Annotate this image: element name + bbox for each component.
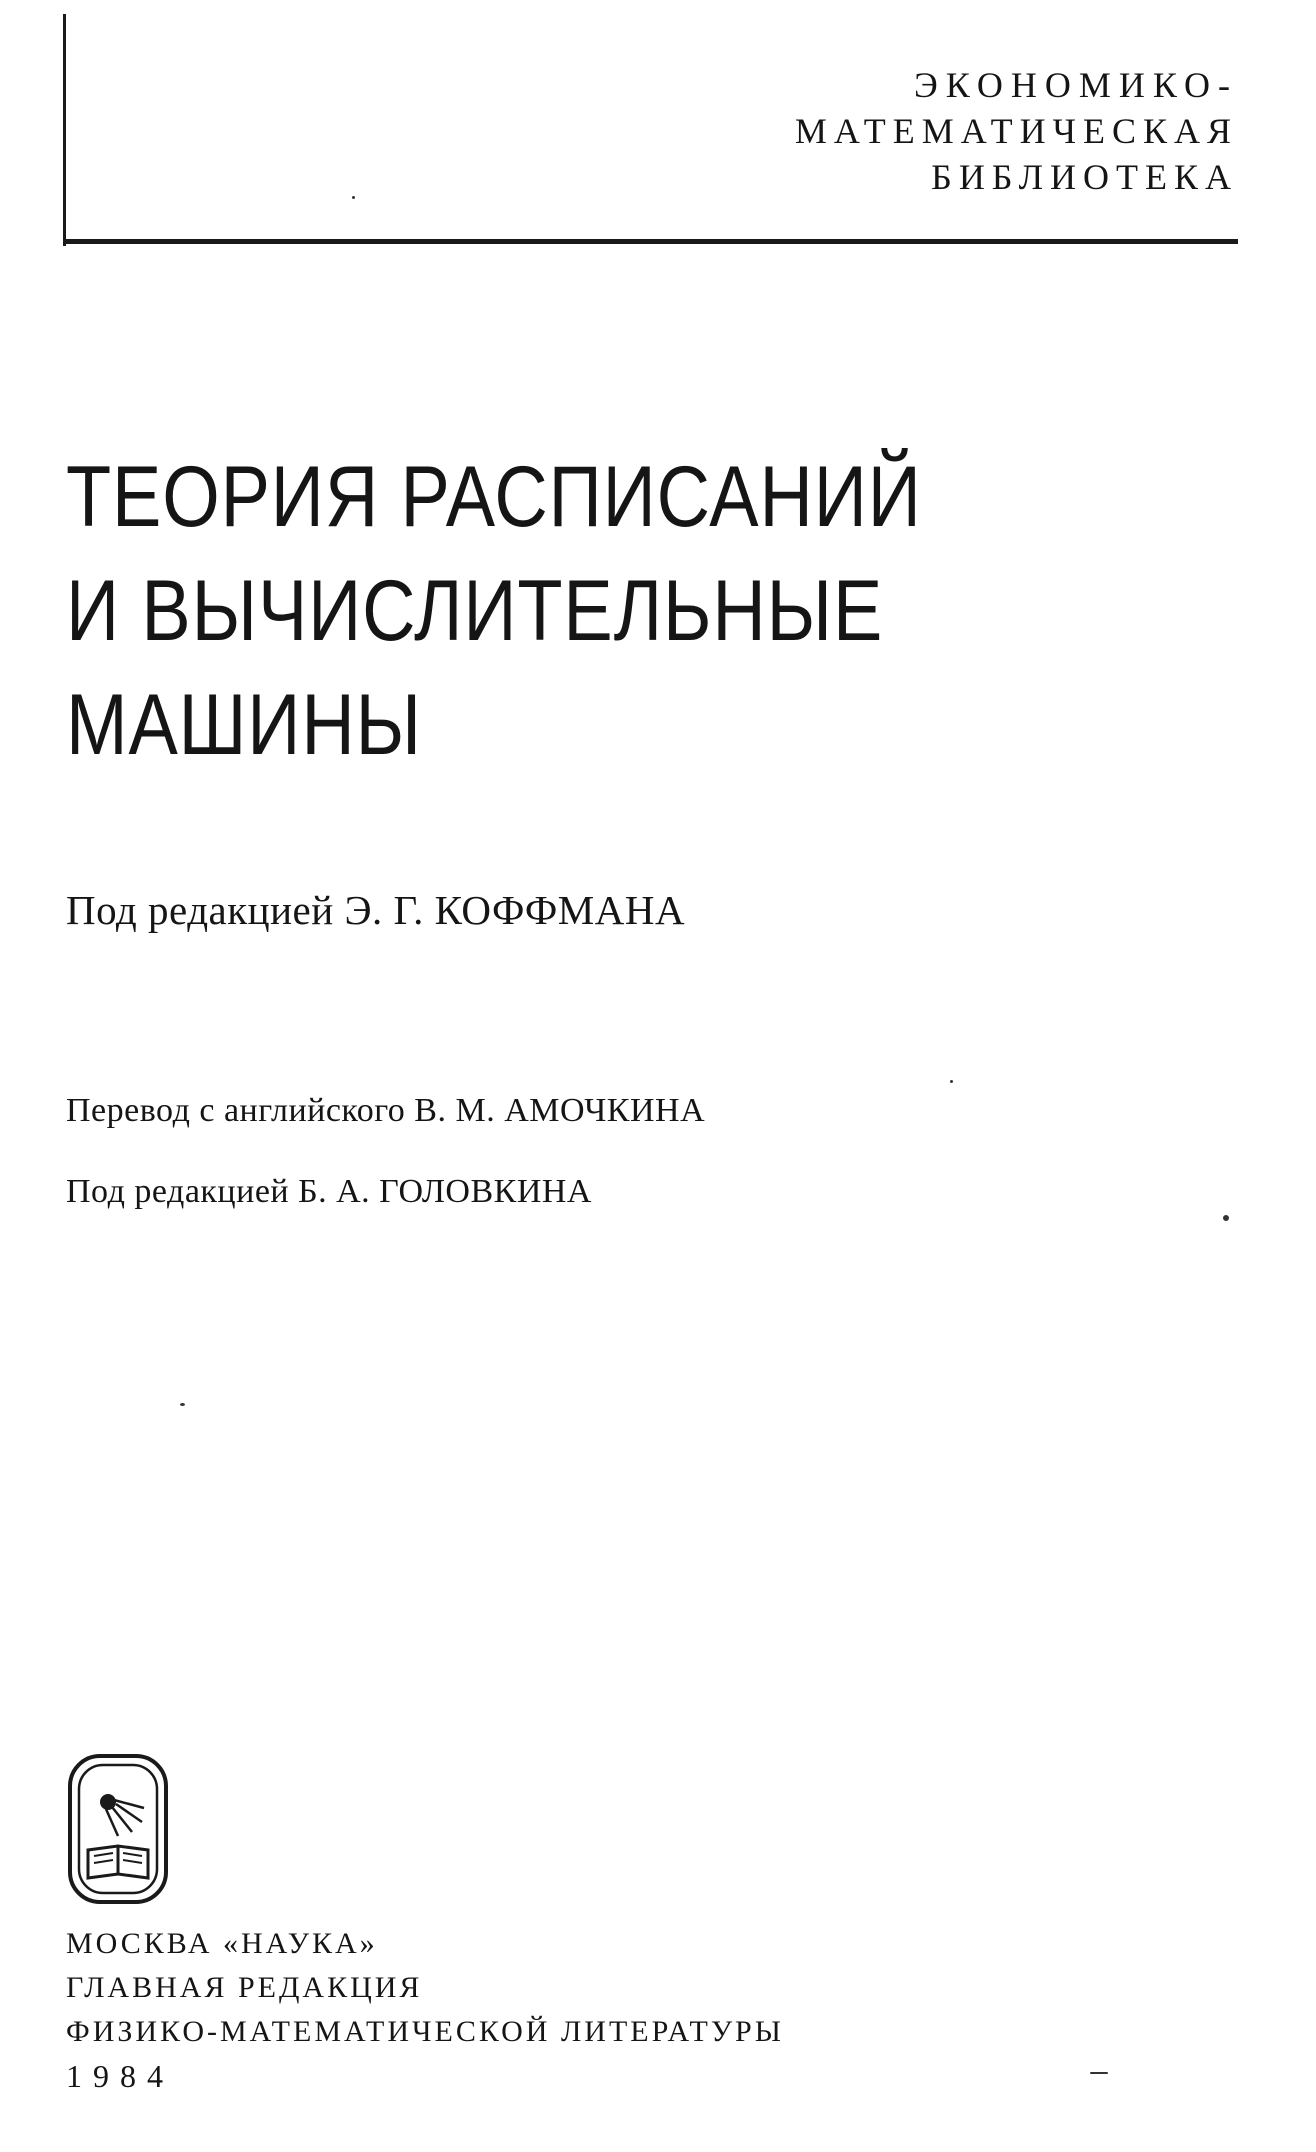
scan-speck	[352, 196, 355, 199]
header-horizontal-rule	[66, 239, 1238, 244]
series-name	[795, 62, 1238, 200]
scan-speck	[180, 1403, 185, 1406]
series-line-2: МАТЕМАТИЧЕСКАЯ	[794, 111, 1238, 151]
publisher-city: МОСКВА «НАУКА»	[66, 1927, 378, 1960]
book-title-line-2: И ВЫЧИСЛИТЕЛЬНЫЕ	[66, 563, 884, 659]
translation-editor-credit: Под редакцией Б. А. ГОЛОВКИНА	[66, 1173, 592, 1210]
translator-credit: Перевод с английского В. М. АМОЧКИНА	[66, 1092, 706, 1129]
series-line-1: ЭКОНОМИКО-	[914, 65, 1238, 105]
scan-speck	[1090, 2072, 1108, 2074]
series-line-3: БИБЛИОТЕКА	[931, 157, 1238, 197]
book-title-line-1: ТЕОРИЯ РАСПИСАНИЙ	[66, 449, 922, 545]
scan-speck	[1223, 1215, 1229, 1221]
book-title-line-3: МАШИНЫ	[66, 677, 422, 773]
publication-year: 1984	[66, 2058, 174, 2094]
editor-credit: Под редакцией Э. Г. КОФФМАНА	[66, 887, 686, 933]
publisher-imprint	[66, 1922, 784, 2098]
publisher-division: ГЛАВНАЯ РЕДАКЦИЯ	[66, 1971, 423, 2004]
book-title	[66, 440, 922, 782]
publisher-emblem-icon	[66, 1752, 170, 1906]
scan-speck	[950, 1080, 953, 1083]
header-vertical-rule	[63, 14, 66, 246]
publisher-division-subject: ФИЗИКО-МАТЕМАТИЧЕСКОЙ ЛИТЕРАТУРЫ	[66, 2015, 784, 2048]
